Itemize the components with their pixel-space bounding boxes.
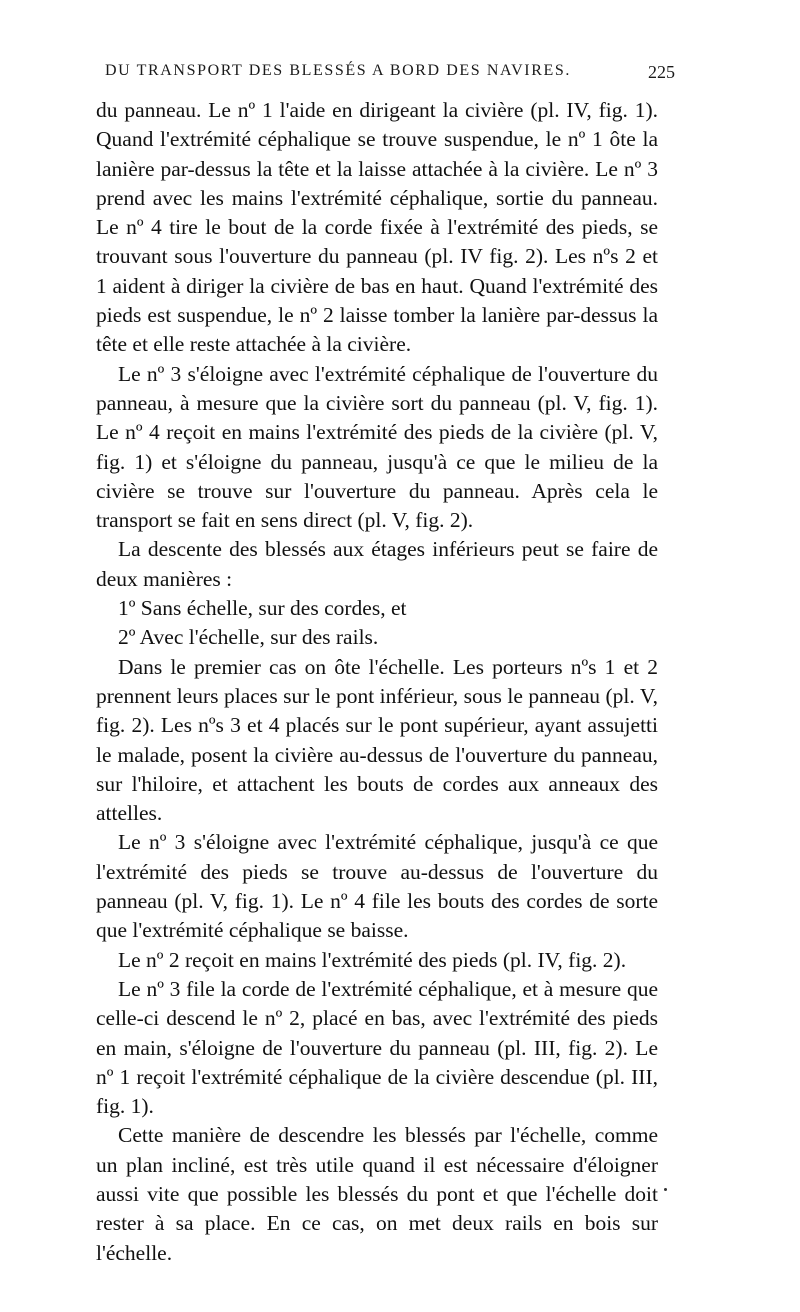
paragraph: Cette manière de descendre les blessés par l'échelle, comme un plan incliné, est très utile quand il est nécessaire d'éloigner aussi vite que possible les blessés du pont et que l'échelle doit rester à sa place. En ce cas, on met deux rails en bois sur l'échelle. xyxy=(96,1123,658,1265)
running-head: DU TRANSPORT DES BLESSÉS A BORD DES NAVIRES. xyxy=(105,62,571,79)
page-number: 225 xyxy=(648,62,675,82)
paragraph: Le nº 3 s'éloigne avec l'extrémité céphalique, jusqu'à ce que l'extrémité des pieds se trouve au-dessus de l'ouverture du panneau (pl. V, fig. 1). Le nº 4 file les bouts des cordes de sorte que l'extrémité céphalique se baisse. xyxy=(96,830,658,943)
paragraph: Le nº 3 file la corde de l'extrémité céphalique, et à mesure que celle-ci descend le nº 2, placé en bas, avec l'extrémité des pieds en main, s'éloigne de l'ouverture du panneau (pl. III, fig. 2). Le nº 1 reçoit l'extrémité céphalique de la civière descendue (pl. III, fig. 1). xyxy=(96,976,658,1119)
page-header xyxy=(105,62,675,92)
list-item: 1º Sans échelle, sur des cordes, et xyxy=(118,596,407,621)
paragraph: La descente des blessés aux étages inférieurs peut se faire de deux manières : xyxy=(96,537,658,591)
list-item: 2º Avec l'échelle, sur des rails. xyxy=(118,625,379,650)
paragraph: Le nº 2 reçoit en mains l'extrémité des pieds (pl. IV, fig. 2). xyxy=(118,947,627,972)
margin-dot xyxy=(664,1188,667,1191)
paragraph: Dans le premier cas on ôte l'échelle. Les porteurs nºs 1 et 2 prennent leurs places sur le pont inférieur, sous le panneau (pl. V, fig. 2). Les nºs 3 et 4 placés sur le pont supérieur, ayant assujetti le malade, posent la civière au-dessus de l'ouverture du panneau, sur l'hiloire, et attachent les bouts de cordes aux anneaux des attelles. xyxy=(96,654,658,826)
body-text xyxy=(96,96,658,1268)
paragraph: Le nº 3 s'éloigne avec l'extrémité céphalique de l'ouverture du panneau, à mesure que la civière sort du panneau (pl. V, fig. 1). Le nº 4 reçoit en mains l'extrémité des pieds de la civière (pl. V, fig. 1) et s'éloigne du panneau, jusqu'à ce que le milieu de la civière se trouve sur l'ouverture du panneau. Après cela le transport se fait en sens direct (pl. V, fig. 2). xyxy=(96,361,658,533)
paragraph: du panneau. Le nº 1 l'aide en dirigeant la civière (pl. IV, fig. 1). Quand l'extrémité céphalique se trouve suspendue, le nº 1 ôte la lanière par-dessus la tête et la laisse attachée à la civière. Le nº 3 prend avec les mains l'extrémité céphalique, sortie du panneau. Le nº 4 tire le bout de la corde fixée à l'extrémité des pieds, se trouvant sous l'ouverture du panneau (pl. IV fig. 2). Les nºs 2 et 1 aident à diriger la civière de bas en haut. Quand l'extrémité des pieds est suspendue, le nº 2 laisse tomber la lanière par-dessus la tête et elle reste attachée à la civière. xyxy=(96,98,658,357)
